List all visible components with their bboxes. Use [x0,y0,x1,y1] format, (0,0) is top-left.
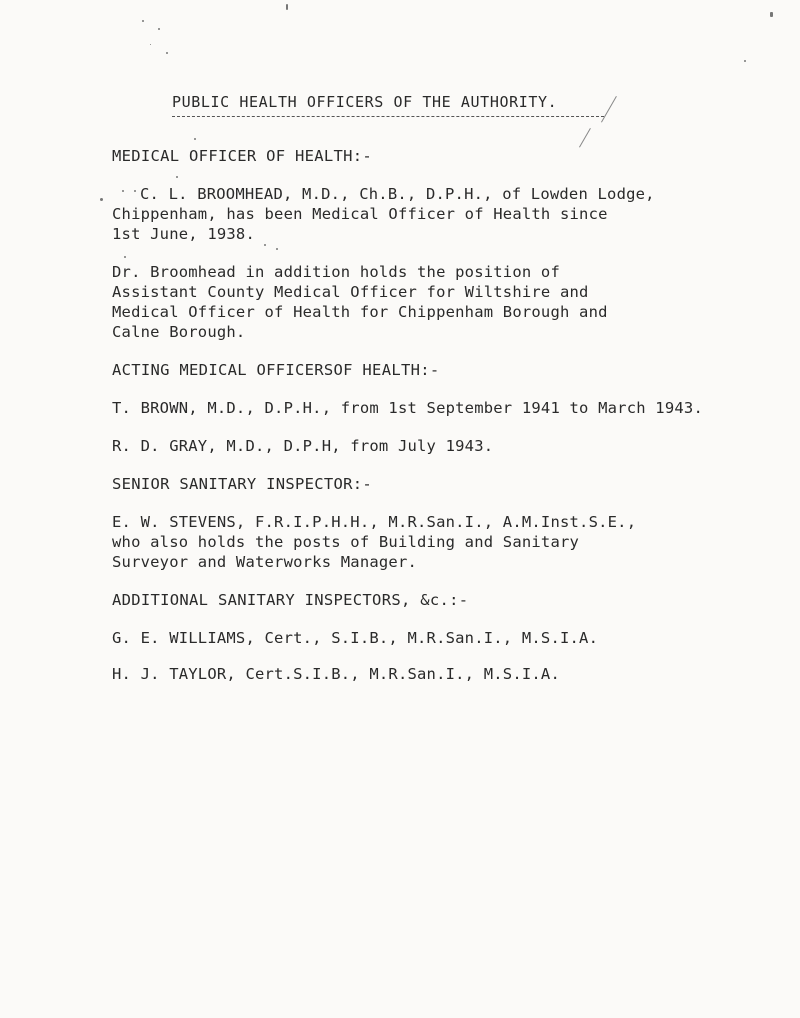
scan-speck [150,44,151,45]
text-line: R. D. GRAY, M.D., D.P.H, from July 1943. [112,437,494,455]
scan-speck [194,138,196,140]
text-line: E. W. STEVENS, F.R.I.P.H.H., M.R.San.I., A.M.Inst.S.E., [112,513,637,531]
scan-mark [601,96,617,122]
scan-speck [176,176,178,178]
scan-speck [264,244,266,246]
scan-speck [286,4,288,10]
text-line: H. J. TAYLOR, Cert.S.I.B., M.R.San.I., M.S.I.A. [112,665,560,683]
section-heading-acting-medical-officers: ACTING MEDICAL OFFICERSOF HEALTH:- [112,361,440,379]
text-line: G. E. WILLIAMS, Cert., S.I.B., M.R.San.I., M.S.I.A. [112,629,599,647]
document-title: PUBLIC HEALTH OFFICERS OF THE AUTHORITY. [172,93,558,111]
text-line: Medical Officer of Health for Chippenham Borough and [112,303,608,321]
text-line: C. L. BROOMHEAD, M.D., Ch.B., D.P.H., of Lowden Lodge, [140,185,655,203]
text-line: Chippenham, has been Medical Officer of Health since [112,205,608,223]
text-line: T. BROWN, M.D., D.P.H., from 1st September 1941 to March 1943. [112,399,703,417]
scan-speck [276,248,278,250]
section-heading-senior-sanitary-inspector: SENIOR SANITARY INSPECTOR:- [112,475,373,493]
scan-speck [142,20,144,22]
scan-speck [744,60,746,62]
scan-mark [579,128,591,148]
scan-speck [770,12,773,17]
text-line: Assistant County Medical Officer for Wiltshire and [112,283,589,301]
text-line: 1st June, 1938. [112,225,255,243]
scan-speck [124,256,126,258]
text-line: Calne Borough. [112,323,246,341]
scan-speck [122,190,124,192]
scan-speck [166,52,168,54]
text-line: Dr. Broomhead in addition holds the position of [112,263,560,281]
section-heading-additional-sanitary-inspectors: ADDITIONAL SANITARY INSPECTORS, &c.:- [112,591,469,609]
scan-speck [134,190,136,192]
text-line: who also holds the posts of Building and Sanitary [112,533,580,551]
section-heading-medical-officer: MEDICAL OFFICER OF HEALTH:- [112,147,373,165]
scan-speck [158,28,160,30]
title-underline [172,116,604,117]
scan-speck [100,198,103,201]
text-line: Surveyor and Waterworks Manager. [112,553,418,571]
